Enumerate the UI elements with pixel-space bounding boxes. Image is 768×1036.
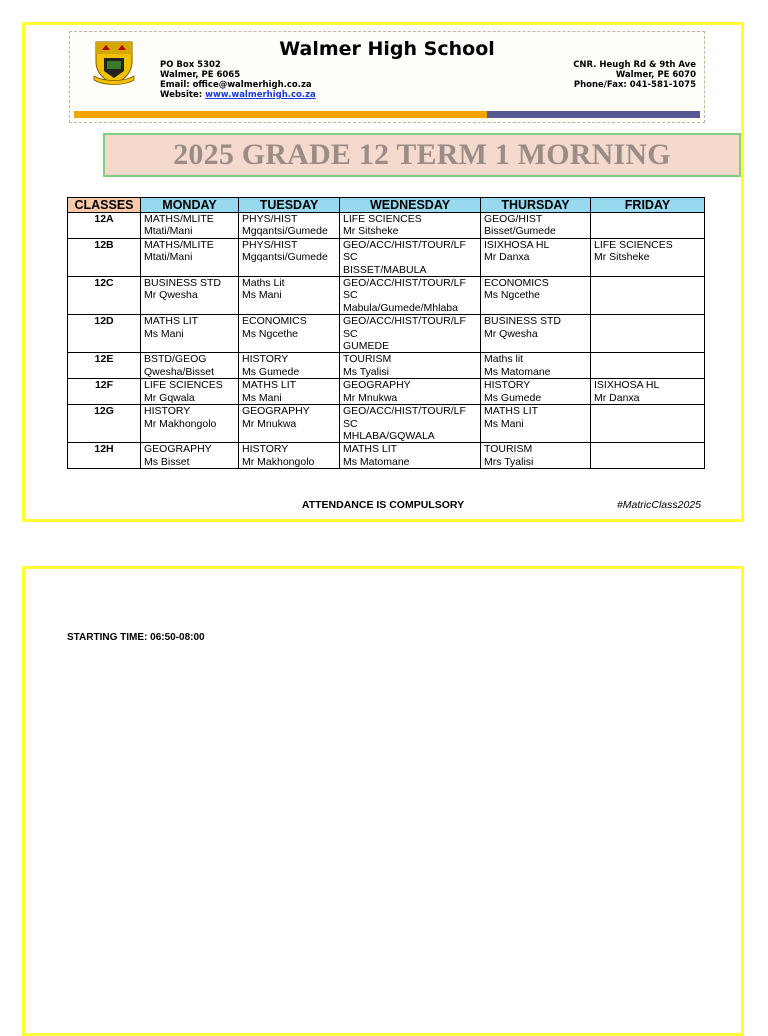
subject-line: SC (343, 417, 358, 430)
schedule-cell (340, 405, 481, 443)
subject-line: SC (343, 251, 358, 264)
address-right (573, 60, 696, 90)
teacher-line: Ms Mani (144, 327, 184, 340)
teacher-line: Mr Sitsheke (343, 225, 399, 238)
subject-line: GEO/ACC/HIST/TOUR/LF (343, 238, 466, 251)
starting-time: STARTING TIME: 06:50-08:00 (67, 632, 205, 643)
subject-line: MATHS/MLITE (144, 238, 214, 251)
table-row (68, 443, 705, 469)
school-name: Walmer High School (279, 38, 495, 60)
schedule-cell (239, 353, 340, 379)
schedule-cell (239, 213, 340, 239)
subject-line: HISTORY (144, 405, 191, 418)
class-cell: 12C (68, 277, 141, 315)
class-cell: 12H (68, 443, 141, 469)
schedule-cell (340, 315, 481, 353)
subject-line: MATHS LIT (484, 405, 539, 418)
timetable (67, 197, 705, 469)
subject-line: MATHS/MLITE (144, 213, 214, 225)
subject-line: SC (343, 327, 358, 340)
schedule-cell (340, 443, 481, 469)
address-line: CNR. Heugh Rd & 9th Ave (573, 60, 696, 70)
teacher-line: Ms Matomane (484, 365, 551, 378)
teacher-line: Qwesha/Bisset (144, 365, 215, 378)
page-title-box (103, 133, 741, 177)
table-row (68, 405, 705, 443)
table-row (68, 277, 705, 315)
schedule-cell (481, 443, 591, 469)
teacher-line: Mr Makhongolo (144, 417, 217, 430)
schedule-cell (141, 238, 239, 276)
teacher-line: Mr Gqwala (144, 391, 195, 404)
teacher-line: Ms Mani (242, 391, 282, 404)
schedule-cell (481, 353, 591, 379)
schedule-cell (591, 315, 705, 353)
subject-line: GEO/ACC/HIST/TOUR/LF (343, 315, 466, 328)
schedule-cell (591, 353, 705, 379)
schedule-cell (591, 213, 705, 239)
schedule-cell (141, 353, 239, 379)
class-cell: 12E (68, 353, 141, 379)
schedule-cell (481, 238, 591, 276)
schedule-cell (141, 443, 239, 469)
subject-line: MATHS LIT (242, 379, 297, 392)
schedule-cell (239, 405, 340, 443)
teacher-line: Mr Makhongolo (242, 455, 315, 468)
teacher-line: Mr Danxa (484, 251, 530, 264)
teacher-line: Mr Mnukwa (242, 417, 297, 430)
subject-line: HISTORY (484, 379, 531, 392)
subject-line: GEOGRAPHY (242, 405, 310, 418)
subject-line: PHYS/HIST (242, 238, 298, 251)
page-1 (22, 22, 744, 522)
schedule-cell (340, 277, 481, 315)
teacher-line: MHLABA/GQWALA (343, 429, 435, 442)
column-header-tuesday: TUESDAY (239, 198, 340, 213)
teacher-line: Mtati/Mani (144, 251, 193, 264)
table-row (68, 238, 705, 276)
teacher-line: Ms Gumede (484, 391, 542, 404)
address-line: Walmer, PE 6065 (160, 70, 241, 80)
subject-line: ISIXHOSA HL (594, 379, 660, 392)
address-line: PO Box 5302 (160, 60, 221, 70)
column-header-friday: FRIDAY (591, 198, 705, 213)
column-header-wednesday: WEDNESDAY (340, 198, 481, 213)
teacher-line: BISSET/MABULA (343, 263, 427, 276)
table-row (68, 315, 705, 353)
subject-line: GEOGRAPHY (144, 443, 212, 456)
subject-line: MATHS LIT (144, 315, 199, 328)
class-cell: 12A (68, 213, 141, 239)
subject-line: BSTD/GEOG (144, 353, 207, 366)
teacher-line: Ms Gumede (242, 365, 300, 378)
teacher-line: Mtati/Mani (144, 225, 193, 238)
stripe-purple (487, 111, 700, 118)
schedule-cell (239, 379, 340, 405)
teacher-line: Mr Sitsheke (594, 251, 650, 264)
schedule-cell (340, 238, 481, 276)
schedule-cell (591, 379, 705, 405)
subject-line: TOURISM (343, 353, 392, 366)
subject-line: HISTORY (242, 353, 289, 366)
teacher-line: Mgqantsi/Gumede (242, 225, 328, 238)
subject-line: GEO/ACC/HIST/TOUR/LF (343, 405, 466, 418)
schedule-cell (239, 443, 340, 469)
schedule-cell (239, 315, 340, 353)
subject-line: LIFE SCIENCES (594, 238, 673, 251)
subject-line: TOURISM (484, 443, 533, 456)
header-stripe (74, 111, 700, 118)
subject-line: Maths Lit (242, 277, 285, 290)
teacher-line: Ms Matomane (343, 455, 410, 468)
address-left (160, 60, 316, 100)
subject-line: HISTORY (242, 443, 289, 456)
schedule-cell (481, 315, 591, 353)
hashtag: #MatricClass2025 (616, 499, 701, 511)
schedule-cell (591, 405, 705, 443)
schedule-cell (239, 238, 340, 276)
subject-line: ECONOMICS (242, 315, 307, 328)
schedule-cell (141, 405, 239, 443)
table-row (68, 213, 705, 239)
page-title: 2025 GRADE 12 TERM 1 MORNING (173, 138, 671, 171)
subject-line: SC (343, 289, 358, 302)
subject-line: BUSINESS STD (484, 315, 562, 328)
class-cell: 12G (68, 405, 141, 443)
subject-line: MATHS LIT (343, 443, 398, 456)
teacher-line: Ms Tyalisi (343, 365, 389, 378)
class-cell: 12B (68, 238, 141, 276)
subject-line: BUSINESS STD (144, 277, 222, 290)
teacher-line: Ms Mani (242, 289, 282, 302)
subject-line: GEOGRAPHY (343, 379, 411, 392)
teacher-line: Mr Mnukwa (343, 391, 398, 404)
column-header-monday: MONDAY (141, 198, 239, 213)
schedule-cell (141, 379, 239, 405)
attendance-notice: ATTENDANCE IS COMPULSORY (301, 499, 465, 511)
teacher-line: Mr Qwesha (144, 289, 198, 302)
schedule-cell (239, 277, 340, 315)
teacher-line: Mgqantsi/Gumede (242, 251, 328, 264)
page-2 (22, 566, 744, 1036)
schedule-cell (481, 405, 591, 443)
teacher-line: Mr Qwesha (484, 327, 538, 340)
website-line (160, 90, 316, 100)
schedule-cell (591, 238, 705, 276)
column-header-classes: CLASSES (68, 198, 141, 213)
teacher-line: Ms Bisset (144, 455, 190, 468)
schedule-cell (340, 213, 481, 239)
schedule-cell (141, 315, 239, 353)
schedule-cell (340, 379, 481, 405)
teacher-line: Mrs Tyalisi (484, 455, 534, 468)
teacher-line: Ms Ngcethe (242, 327, 299, 340)
table-row (68, 353, 705, 379)
subject-line: ECONOMICS (484, 277, 549, 290)
teacher-line: Mr Danxa (594, 391, 640, 404)
schedule-cell (481, 277, 591, 315)
letterhead (69, 31, 705, 123)
teacher-line: Ms Ngcethe (484, 289, 541, 302)
email-line: Email: office@walmerhigh.co.za (160, 80, 312, 90)
timetable-header-row (68, 198, 705, 213)
schedule-cell (340, 353, 481, 379)
schedule-cell (591, 277, 705, 315)
column-header-thursday: THURSDAY (481, 198, 591, 213)
schedule-cell (481, 213, 591, 239)
phone-line: Phone/Fax: 041-581-1075 (573, 80, 696, 90)
stripe-orange (74, 111, 487, 118)
table-row (68, 379, 705, 405)
subject-line: ISIXHOSA HL (484, 238, 550, 251)
website-label: Website: (160, 90, 206, 100)
teacher-line: Mabula/Gumede/Mhlaba (343, 301, 458, 314)
subject-line: PHYS/HIST (242, 213, 298, 225)
teacher-line: Ms Mani (484, 417, 524, 430)
address-line: Walmer, PE 6070 (615, 70, 696, 80)
schedule-cell (481, 379, 591, 405)
schedule-cell (141, 277, 239, 315)
teacher-line: Bisset/Gumede (484, 225, 556, 238)
subject-line: GEOG/HIST (484, 213, 543, 225)
class-cell: 12D (68, 315, 141, 353)
subject-line: GEO/ACC/HIST/TOUR/LF (343, 277, 466, 290)
schedule-cell (141, 213, 239, 239)
website-link[interactable]: www.walmerhigh.co.za (205, 90, 316, 100)
teacher-line: GUMEDE (343, 340, 390, 353)
subject-line: Maths lit (484, 353, 524, 366)
schedule-cell (591, 443, 705, 469)
subject-line: LIFE SCIENCES (144, 379, 223, 392)
subject-line: LIFE SCIENCES (343, 213, 422, 225)
class-cell: 12F (68, 379, 141, 405)
